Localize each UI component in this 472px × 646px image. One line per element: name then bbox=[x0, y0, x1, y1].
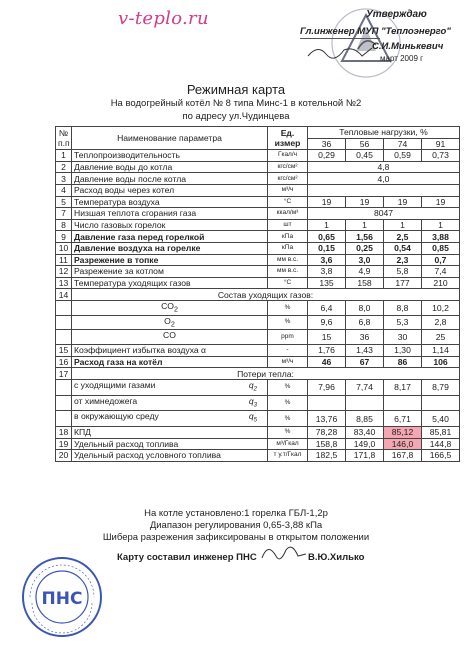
row-value: 13,76 bbox=[308, 411, 346, 427]
mode-card-table bbox=[55, 126, 460, 462]
row-value: 5,40 bbox=[422, 411, 460, 427]
row-number bbox=[56, 315, 72, 330]
row-unit: % bbox=[268, 395, 308, 411]
row-value: 1 bbox=[346, 219, 384, 231]
header-load-value: 74 bbox=[384, 138, 422, 150]
watermark-text: v-teplo.ru bbox=[118, 8, 209, 29]
row-parameter: Низшая теплота сгорания газа bbox=[72, 208, 268, 220]
row-value: 2,3 bbox=[384, 254, 422, 266]
svg-text:ПНС: ПНС bbox=[41, 589, 83, 609]
row-unit: Гкал/ч bbox=[268, 150, 308, 162]
row-value bbox=[384, 395, 422, 411]
loss-symbol-index: 5 bbox=[253, 418, 257, 424]
row-parameter: Температура воздуха bbox=[72, 196, 268, 208]
row-unit: мм в.с. bbox=[268, 254, 308, 266]
table-row bbox=[56, 300, 460, 315]
header-num-cell: № п.п bbox=[56, 127, 72, 150]
row-unit: - bbox=[268, 345, 308, 357]
row-value: 144,8 bbox=[422, 438, 460, 450]
row-value: 0,29 bbox=[308, 150, 346, 162]
row-unit: °С bbox=[268, 196, 308, 208]
row-unit: м³/ч bbox=[268, 356, 308, 368]
row-value: 106 bbox=[422, 356, 460, 368]
header-unit-cell: Ед. измер bbox=[268, 127, 308, 150]
approval-signature bbox=[306, 42, 376, 62]
row-number bbox=[56, 395, 72, 411]
row-parameter: Число газовых горелок bbox=[72, 219, 268, 231]
row-value: 7,4 bbox=[422, 266, 460, 278]
row-value: 158,8 bbox=[308, 438, 346, 450]
row-value: 135 bbox=[308, 277, 346, 289]
table-row bbox=[56, 315, 460, 330]
table-row bbox=[56, 356, 460, 368]
row-parameter: Теплопроизводительность bbox=[72, 150, 268, 162]
row-value: 167,8 bbox=[384, 450, 422, 462]
row-parameter: Давление воздуха на горелке bbox=[72, 242, 268, 254]
row-unit: кгс/см² bbox=[268, 173, 308, 185]
row-number: 9 bbox=[56, 231, 72, 243]
gas-component bbox=[72, 315, 268, 330]
loss-name: с уходящими газами bbox=[74, 379, 156, 390]
loss-symbol bbox=[249, 411, 257, 426]
row-unit: м³/Гкал bbox=[268, 438, 308, 450]
row-value: 1 bbox=[422, 219, 460, 231]
row-value bbox=[346, 395, 384, 411]
row-value: 25 bbox=[422, 330, 460, 345]
row-number: 20 bbox=[56, 450, 72, 462]
row-number: 1 bbox=[56, 150, 72, 162]
row-unit: ppm bbox=[268, 330, 308, 345]
row-value: 0,7 bbox=[422, 254, 460, 266]
row-number: 13 bbox=[56, 277, 72, 289]
approval-title: Утверждаю bbox=[366, 9, 427, 20]
row-value: 7,96 bbox=[308, 379, 346, 395]
row-value: 19 bbox=[384, 196, 422, 208]
row-value: 1 bbox=[308, 219, 346, 231]
row-number: 7 bbox=[56, 208, 72, 220]
pns-seal bbox=[20, 555, 104, 639]
header-name-cell: Наименование параметра bbox=[72, 127, 268, 150]
table-row bbox=[56, 450, 460, 462]
row-value: 19 bbox=[308, 196, 346, 208]
row-value: 0,54 bbox=[384, 242, 422, 254]
row-value: 1,30 bbox=[384, 345, 422, 357]
section-row bbox=[56, 368, 460, 380]
row-parameter: КПД bbox=[72, 427, 268, 439]
row-unit: % bbox=[268, 411, 308, 427]
loss-symbol-letter: q bbox=[248, 395, 254, 406]
row-merged-value: 4,0 bbox=[308, 173, 460, 185]
loss-parameter bbox=[72, 395, 268, 411]
row-parameter: Температура уходящих газов bbox=[72, 277, 268, 289]
row-value: 30 bbox=[384, 330, 422, 345]
row-number bbox=[56, 411, 72, 427]
row-parameter: Давление воды после котла bbox=[72, 173, 268, 185]
row-unit: мм в.с. bbox=[268, 266, 308, 278]
section-title: Состав уходящих газов: bbox=[72, 289, 460, 301]
row-value: 0,85 bbox=[422, 242, 460, 254]
approval-name: С.И.Минькевич bbox=[372, 41, 444, 52]
row-parameter: Давление воды до котла bbox=[72, 161, 268, 173]
row-value: 166,5 bbox=[422, 450, 460, 462]
row-parameter: Удельный расход условного топлива bbox=[72, 450, 268, 462]
row-value: 3,6 bbox=[308, 254, 346, 266]
table-row bbox=[56, 345, 460, 357]
row-value: 19 bbox=[422, 196, 460, 208]
row-parameter: Давление газа перед горелкой bbox=[72, 231, 268, 243]
gas-name: CO bbox=[161, 300, 174, 311]
row-value: 5,8 bbox=[384, 266, 422, 278]
row-unit: % bbox=[268, 300, 308, 315]
row-value: 0,15 bbox=[308, 242, 346, 254]
row-value: 19 bbox=[346, 196, 384, 208]
note-line: Шибера разрежения зафиксированы в открытом положении bbox=[102, 532, 370, 543]
row-parameter: Разрежение в топке bbox=[72, 254, 268, 266]
row-unit: кПа bbox=[268, 231, 308, 243]
table-row bbox=[56, 219, 460, 231]
row-value: 3,88 bbox=[422, 231, 460, 243]
table-row bbox=[56, 173, 460, 185]
row-unit: шт bbox=[268, 219, 308, 231]
table-row bbox=[56, 395, 460, 411]
table-row bbox=[56, 161, 460, 173]
note-line: На котле установлено:1 горелка ГБЛ-1,2р bbox=[144, 508, 328, 519]
row-value: 1,76 bbox=[308, 345, 346, 357]
row-merged-value bbox=[308, 184, 460, 196]
row-number: 14 bbox=[56, 289, 72, 301]
loss-symbol-index: 2 bbox=[253, 386, 257, 393]
row-unit: ккал/м³ bbox=[268, 208, 308, 220]
composer-name: В.Ю.Хилько bbox=[308, 552, 365, 563]
header-load-value: 56 bbox=[346, 138, 384, 150]
table-row bbox=[56, 438, 460, 450]
table-row bbox=[56, 231, 460, 243]
header-load-value: 91 bbox=[422, 138, 460, 150]
gas-name: CO bbox=[163, 330, 176, 341]
row-value: 8,79 bbox=[422, 379, 460, 395]
header-load-value: 36 bbox=[308, 138, 346, 150]
approval-position: Гл.инженер МУП "Теплоэнерго" bbox=[300, 26, 451, 37]
row-value: 15 bbox=[308, 330, 346, 345]
row-value: 83,40 bbox=[346, 427, 384, 439]
document-subtitle: На водогрейный котёл № 8 типа Минс-1 в котельной №2 bbox=[110, 98, 362, 109]
section-row bbox=[56, 289, 460, 301]
row-value: 0,25 bbox=[346, 242, 384, 254]
gas-subscript: 2 bbox=[173, 305, 178, 314]
approval-date: март 2009 г bbox=[380, 54, 424, 63]
row-number: 17 bbox=[56, 368, 72, 380]
row-merged-value: 4,8 bbox=[308, 161, 460, 173]
row-value: 177 bbox=[384, 277, 422, 289]
row-number: 11 bbox=[56, 254, 72, 266]
row-value: 0,73 bbox=[422, 150, 460, 162]
row-value: 0,65 bbox=[308, 231, 346, 243]
row-value: 1,56 bbox=[346, 231, 384, 243]
composer-label: Карту составил инженер ПНС bbox=[117, 552, 257, 563]
row-parameter: Расход газа на котёл bbox=[72, 356, 268, 368]
row-value: 86 bbox=[384, 356, 422, 368]
row-value: 6,71 bbox=[384, 411, 422, 427]
row-number bbox=[56, 300, 72, 315]
row-value: 149,0 bbox=[346, 438, 384, 450]
row-value: 10,2 bbox=[422, 300, 460, 315]
row-number bbox=[56, 330, 72, 345]
row-value: 1,43 bbox=[346, 345, 384, 357]
row-number: 5 bbox=[56, 196, 72, 208]
row-value: 9,6 bbox=[308, 315, 346, 330]
row-value: 36 bbox=[346, 330, 384, 345]
table-row bbox=[56, 196, 460, 208]
row-unit: °С bbox=[268, 277, 308, 289]
row-number: 18 bbox=[56, 427, 72, 439]
notes bbox=[0, 508, 472, 544]
table-row bbox=[56, 277, 460, 289]
row-value: 158 bbox=[346, 277, 384, 289]
document-title: Режимная карта bbox=[186, 82, 286, 97]
row-number: 16 bbox=[56, 356, 72, 368]
row-value: 85,12 bbox=[384, 427, 422, 439]
table-row bbox=[56, 184, 460, 196]
row-value: 1 bbox=[384, 219, 422, 231]
row-value: 78,28 bbox=[308, 427, 346, 439]
row-number: 2 bbox=[56, 161, 72, 173]
row-value: 2,5 bbox=[384, 231, 422, 243]
section-title: Потери тепла: bbox=[72, 368, 460, 380]
loss-symbol-letter: q bbox=[248, 411, 254, 422]
loss-parameter bbox=[72, 379, 268, 395]
row-number bbox=[56, 379, 72, 395]
row-value: 5,3 bbox=[384, 315, 422, 330]
row-unit: кПа bbox=[268, 242, 308, 254]
table-row bbox=[56, 330, 460, 345]
row-value: 8,0 bbox=[346, 300, 384, 315]
loss-name: от химнедожега bbox=[74, 395, 138, 406]
row-value: 85,81 bbox=[422, 427, 460, 439]
gas-name: O bbox=[164, 315, 171, 326]
row-value: 0,59 bbox=[384, 150, 422, 162]
row-number: 10 bbox=[56, 242, 72, 254]
document-address: по адресу ул.Чудинцева bbox=[182, 111, 290, 122]
row-parameter: Коэффициент избытка воздуха α bbox=[72, 345, 268, 357]
row-value: 182,5 bbox=[308, 450, 346, 462]
gas-component bbox=[72, 300, 268, 315]
row-parameter: Удельный расход топлива bbox=[72, 438, 268, 450]
row-parameter: Расход воды через котел bbox=[72, 184, 268, 196]
row-unit: % bbox=[268, 427, 308, 439]
row-number: 19 bbox=[56, 438, 72, 450]
row-unit: т у.т/Гкал bbox=[268, 450, 308, 462]
row-number: 12 bbox=[56, 266, 72, 278]
row-value: 3,8 bbox=[308, 266, 346, 278]
table-row bbox=[56, 427, 460, 439]
header-loads-cell: Тепловые нагрузки, % bbox=[308, 127, 460, 139]
row-value: 1,14 bbox=[422, 345, 460, 357]
row-value: 46 bbox=[308, 356, 346, 368]
note-line: Диапазон регулирования 0,65-3,88 кПа bbox=[149, 520, 323, 531]
row-value: 7,74 bbox=[346, 379, 384, 395]
row-value: 6,4 bbox=[308, 300, 346, 315]
row-value: 4,9 bbox=[346, 266, 384, 278]
loss-symbol bbox=[249, 380, 257, 395]
composer-signature bbox=[258, 540, 308, 566]
table-row bbox=[56, 266, 460, 278]
row-value: 67 bbox=[346, 356, 384, 368]
row-value bbox=[422, 395, 460, 411]
row-unit: % bbox=[268, 379, 308, 395]
row-unit: кгс/см² bbox=[268, 161, 308, 173]
gas-subscript: 2 bbox=[170, 320, 175, 329]
loss-name: в окружающую среду bbox=[74, 411, 159, 422]
row-value: 8,85 bbox=[346, 411, 384, 427]
loss-symbol bbox=[249, 396, 257, 411]
row-number: 15 bbox=[56, 345, 72, 357]
row-value: 2,8 bbox=[422, 315, 460, 330]
row-value: 210 bbox=[422, 277, 460, 289]
loss-symbol-index: 3 bbox=[253, 402, 257, 409]
table-row bbox=[56, 411, 460, 427]
row-value: 171,8 bbox=[346, 450, 384, 462]
row-value bbox=[308, 395, 346, 411]
row-value: 6,8 bbox=[346, 315, 384, 330]
row-number: 4 bbox=[56, 184, 72, 196]
table-row bbox=[56, 150, 460, 162]
gas-component bbox=[72, 330, 268, 345]
row-number: 3 bbox=[56, 173, 72, 185]
row-value: 3,0 bbox=[346, 254, 384, 266]
row-value: 146,0 bbox=[384, 438, 422, 450]
loss-parameter bbox=[72, 411, 268, 427]
signature-line bbox=[300, 38, 380, 39]
table-row bbox=[56, 379, 460, 395]
row-value: 8,17 bbox=[384, 379, 422, 395]
row-unit: м³/ч bbox=[268, 184, 308, 196]
loss-symbol-letter: q bbox=[248, 379, 254, 390]
table-row bbox=[56, 242, 460, 254]
row-value: 8,8 bbox=[384, 300, 422, 315]
row-merged-value: 8047 bbox=[308, 208, 460, 220]
row-parameter: Разрежение за котлом bbox=[72, 266, 268, 278]
table-row bbox=[56, 254, 460, 266]
row-value: 0,45 bbox=[346, 150, 384, 162]
row-unit: % bbox=[268, 315, 308, 330]
row-number: 8 bbox=[56, 219, 72, 231]
table-row bbox=[56, 208, 460, 220]
